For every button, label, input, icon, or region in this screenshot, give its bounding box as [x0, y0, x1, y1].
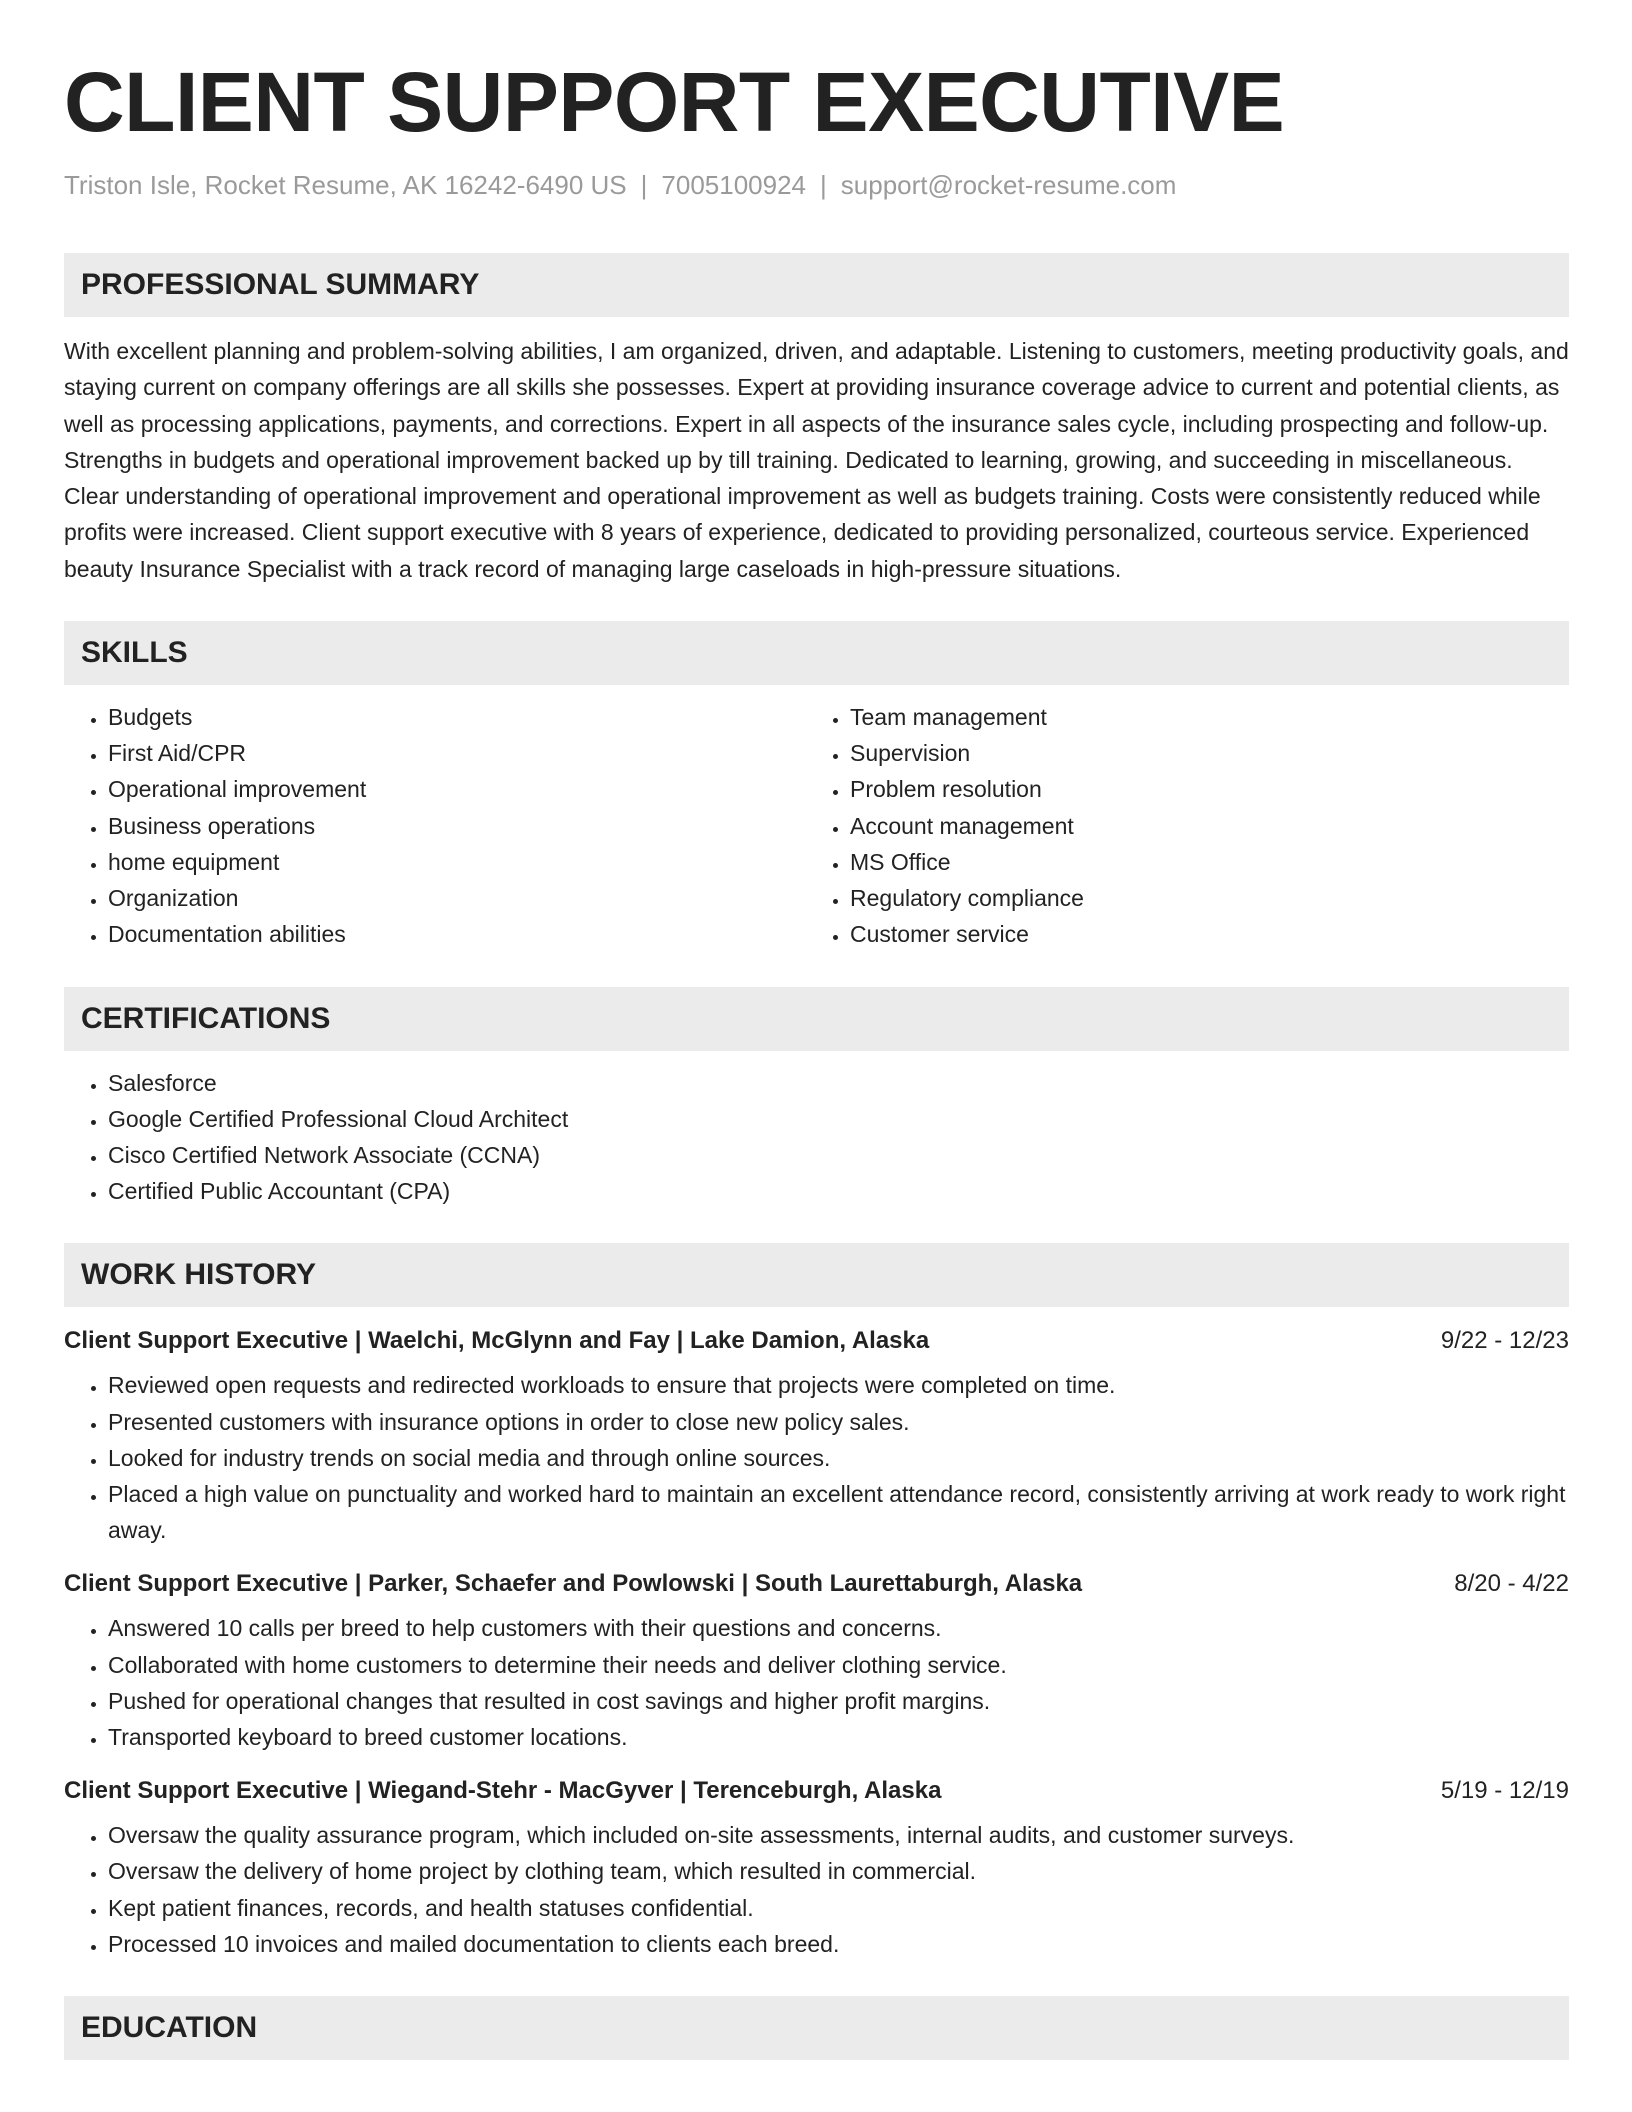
list-item: • First Aid/CPR	[108, 735, 806, 771]
list-item: • Cisco Certified Network Associate (CCNA)	[108, 1137, 1569, 1173]
list-item: • Regulatory compliance	[850, 880, 1569, 916]
contact-separator: |	[640, 170, 648, 200]
list-item: • Placed a high value on punctuality and worked hard to maintain an excellent attendance record, consistently arriving at work ready to work right away.	[108, 1476, 1569, 1548]
list-item: • Collaborated with home customers to determine their needs and deliver clothing service.	[108, 1647, 1569, 1683]
list-item: • Documentation abilities	[108, 916, 806, 952]
list-item: • Presented customers with insurance options in order to close new policy sales.	[108, 1404, 1569, 1440]
list-item: • MS Office	[850, 844, 1569, 880]
list-item: • Salesforce	[108, 1065, 1569, 1101]
list-item: • Pushed for operational changes that resulted in cost savings and higher profit margins.	[108, 1683, 1569, 1719]
certifications-list	[64, 1065, 1569, 1210]
work-history-list	[64, 1327, 1569, 1962]
list-item: • Budgets	[108, 699, 806, 735]
job-bullets	[64, 1367, 1569, 1548]
skills-columns	[64, 685, 1569, 952]
list-item: • Account management	[850, 808, 1569, 844]
list-item: • Answered 10 calls per breed to help customers with their questions and concerns.	[108, 1610, 1569, 1646]
job-title: Client Support Executive | Parker, Schaefer and Powlowski | South Laurettaburgh, Alaska	[64, 1570, 1083, 1598]
job-entry	[64, 1777, 1569, 1962]
education-heading: EDUCATION	[64, 1996, 1569, 2060]
summary-heading: PROFESSIONAL SUMMARY	[64, 253, 1569, 317]
list-item: • Customer service	[850, 916, 1569, 952]
list-item: • Reviewed open requests and redirected workloads to ensure that projects were completed on time.	[108, 1367, 1569, 1403]
list-item: • Oversaw the delivery of home project by clothing team, which resulted in commercial.	[108, 1853, 1569, 1889]
skills-list-right	[806, 699, 1569, 952]
skills-list-left	[64, 699, 806, 952]
candidate-name: CLIENT SUPPORT EXECUTIVE	[64, 55, 1285, 149]
list-item: • Google Certified Professional Cloud Architect	[108, 1101, 1569, 1137]
job-bullets	[64, 1610, 1569, 1755]
list-item: • Certified Public Accountant (CPA)	[108, 1173, 1569, 1209]
list-item: • home equipment	[108, 844, 806, 880]
list-item: • Looked for industry trends on social media and through online sources.	[108, 1440, 1569, 1476]
list-item: • Business operations	[108, 808, 806, 844]
job-bullets	[64, 1817, 1569, 1962]
job-header	[64, 1327, 1569, 1355]
contact-email[interactable]: support@rocket-resume.com	[840, 170, 1177, 200]
work-history-heading: WORK HISTORY	[64, 1243, 1569, 1307]
job-header	[64, 1570, 1569, 1598]
job-header	[64, 1777, 1569, 1805]
job-title: Client Support Executive | Waelchi, McGlynn and Fay | Lake Damion, Alaska	[64, 1327, 930, 1355]
list-item: • Organization	[108, 880, 806, 916]
list-item: • Transported keyboard to breed customer locations.	[108, 1719, 1569, 1755]
contact-phone: 7005100924	[661, 170, 807, 200]
contact-address: Triston Isle, Rocket Resume, AK 16242-6490 US	[64, 170, 627, 200]
job-dates: 9/22 - 12/23	[1440, 1327, 1569, 1355]
job-title: Client Support Executive | Wiegand-Stehr - MacGyver | Terenceburgh, Alaska	[64, 1777, 942, 1805]
list-item: • Kept patient finances, records, and health statuses confidential.	[108, 1890, 1569, 1926]
job-dates: 5/19 - 12/19	[1440, 1777, 1569, 1805]
list-item: • Team management	[850, 699, 1569, 735]
list-item: • Operational improvement	[108, 771, 806, 807]
contact-line	[64, 170, 1569, 201]
job-entry	[64, 1327, 1569, 1548]
skills-heading: SKILLS	[64, 621, 1569, 685]
list-item: • Problem resolution	[850, 771, 1569, 807]
list-item: • Supervision	[850, 735, 1569, 771]
job-entry	[64, 1570, 1569, 1755]
list-item: • Processed 10 invoices and mailed documentation to clients each breed.	[108, 1926, 1569, 1962]
job-dates: 8/20 - 4/22	[1454, 1570, 1569, 1598]
contact-separator: |	[820, 170, 827, 200]
summary-text: With excellent planning and problem-solving abilities, I am organized, driven, and adaptable. Listening to customers, meeting productivity goals, and staying current on company offerings are all skills she possesses. Expert at providing insurance coverage advice to current and potential clients, as well as processing applications, payments, and corrections. Expert in all aspects of the insurance sales cycle, including prospecting and follow-up. Strengths in budgets and operational improvement backed up by till training. Dedicated to learning, growing, and succeeding in miscellaneous. Clear understanding of operational improvement and operational improvement as well as budgets training. Costs were consistently reduced while profits were increased. Client support executive with 8 years of experience, dedicated to providing personalized, courteous service. Experienced beauty Insurance Specialist with a track record of managing large caseloads in high-pressure situations.	[64, 338, 1569, 582]
certifications-heading: CERTIFICATIONS	[64, 987, 1569, 1051]
list-item: • Oversaw the quality assurance program, which included on-site assessments, internal audits, and customer surveys.	[108, 1817, 1569, 1853]
